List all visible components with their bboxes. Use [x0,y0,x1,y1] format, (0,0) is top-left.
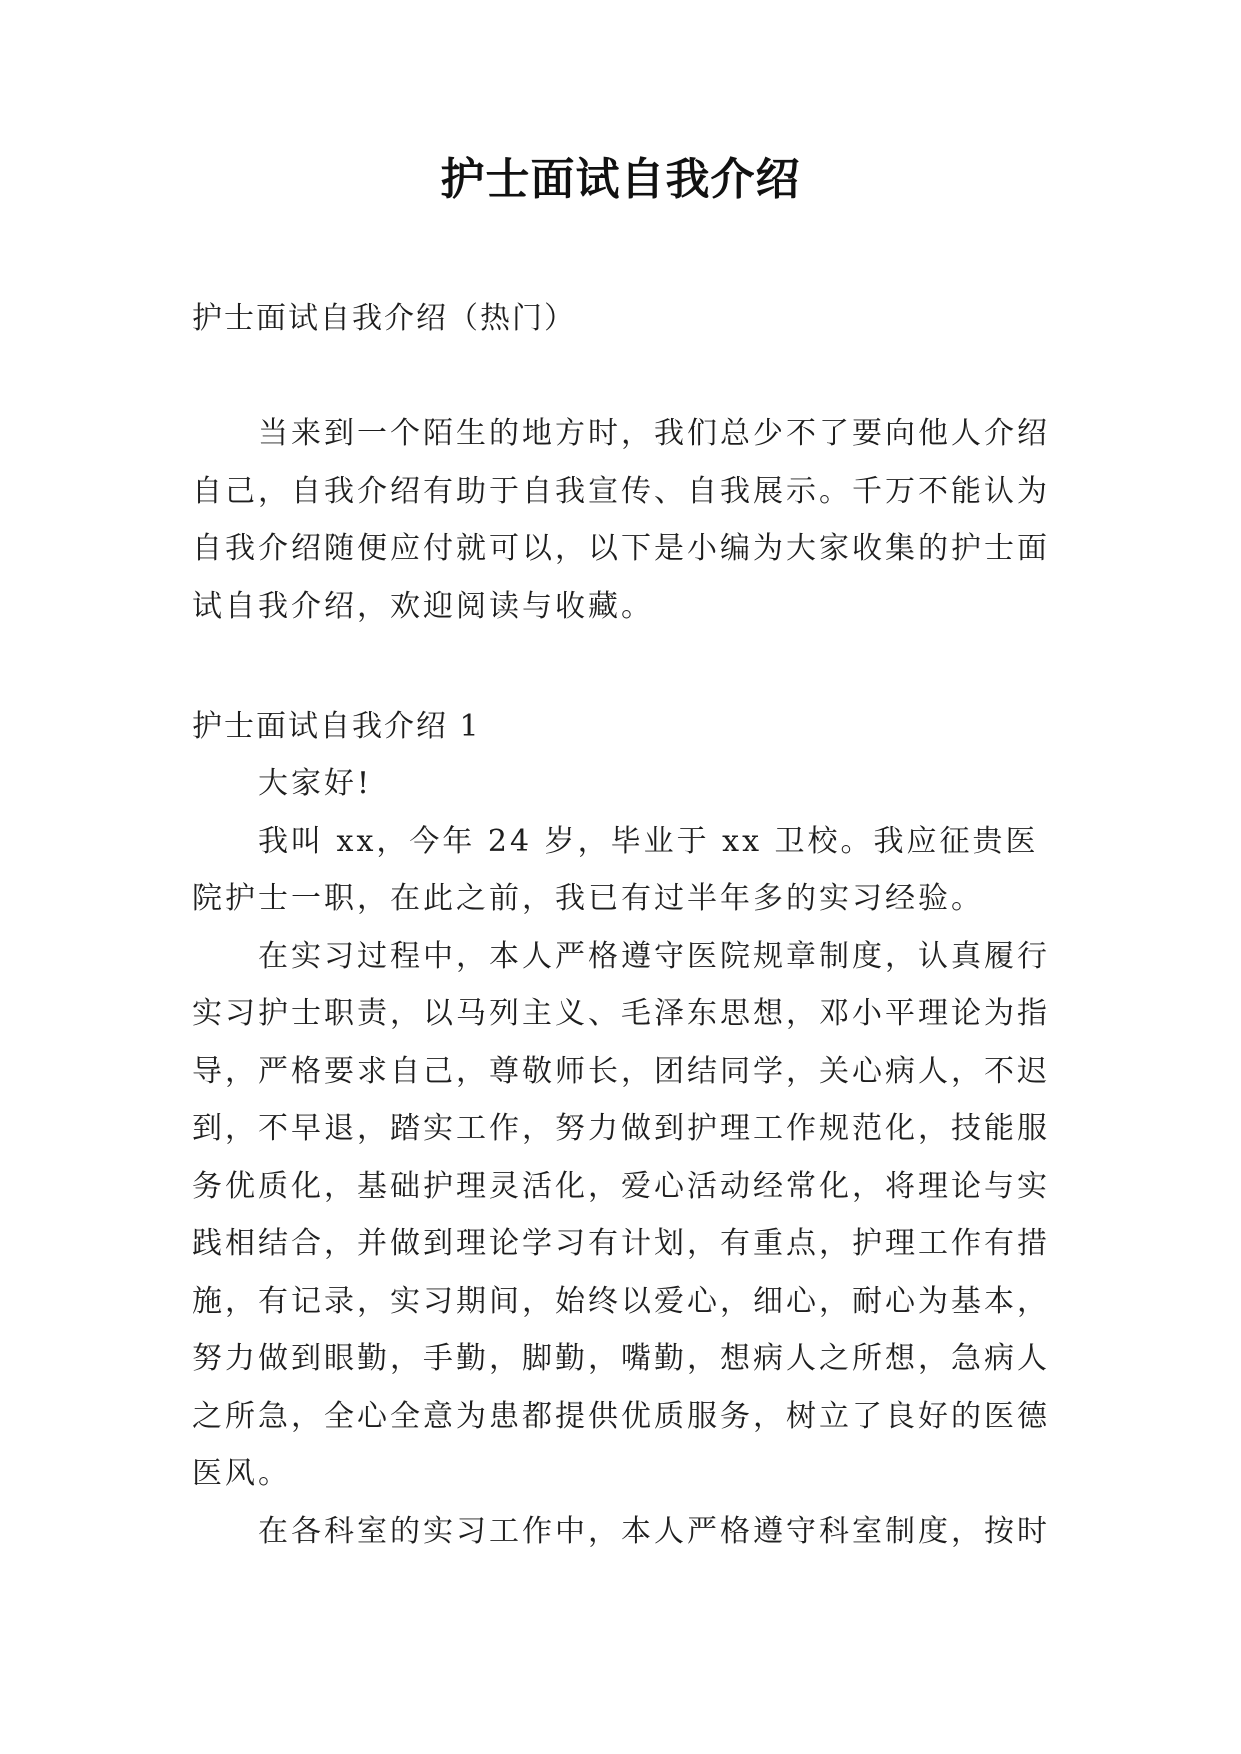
intro-paragraph: 当来到一个陌生的地方时，我们总少不了要向他人介绍自己，自我介绍有助于自我宣传、自我展示。千万不能认为自我介绍随便应付就可以，以下是小编为大家收集的护士面试自我介绍，欢迎阅读与收藏。 [192,416,1050,624]
paragraph-2: 在实习过程中，本人严格遵守医院规章制度，认真履行实习护士职责，以马列主义、毛泽东思想，邓小平理论为指导，严格要求自己，尊敬师长，团结同学，关心病人，不迟到，不早退，踏实工作，努力做到护理工作规范化，技能服务优质化，基础护理灵活化，爱心活动经常化，将理论与实践相结合，并做到理论学习有计划，有重点，护理工作有措施，有记录，实习期间，始终以爱心，细心，耐心为基本，努力做到眼勤，手勤，脚勤，嘴勤，想病人之所想，急病人之所急，全心全意为患都提供优质服务，树立了良好的医德医风。 [192,938,1050,1491]
paragraph-1: 我叫 xx，今年 24 岁，毕业于 xx 卫校。我应征贵医院护士一职，在此之前，我已有过半年多的实习经验。 [192,823,1039,916]
section-body [192,755,1062,1560]
paragraph-3: 在各科室的实习工作中，本人严格遵守科室制度，按时 [258,1513,1050,1549]
greeting-line: 大家好! [258,766,373,801]
document-subtitle: 护士面试自我介绍（热门） [192,301,576,336]
section-heading: 护士面试自我介绍 1 [192,709,481,744]
document-title: 护士面试自我介绍 [440,154,801,205]
